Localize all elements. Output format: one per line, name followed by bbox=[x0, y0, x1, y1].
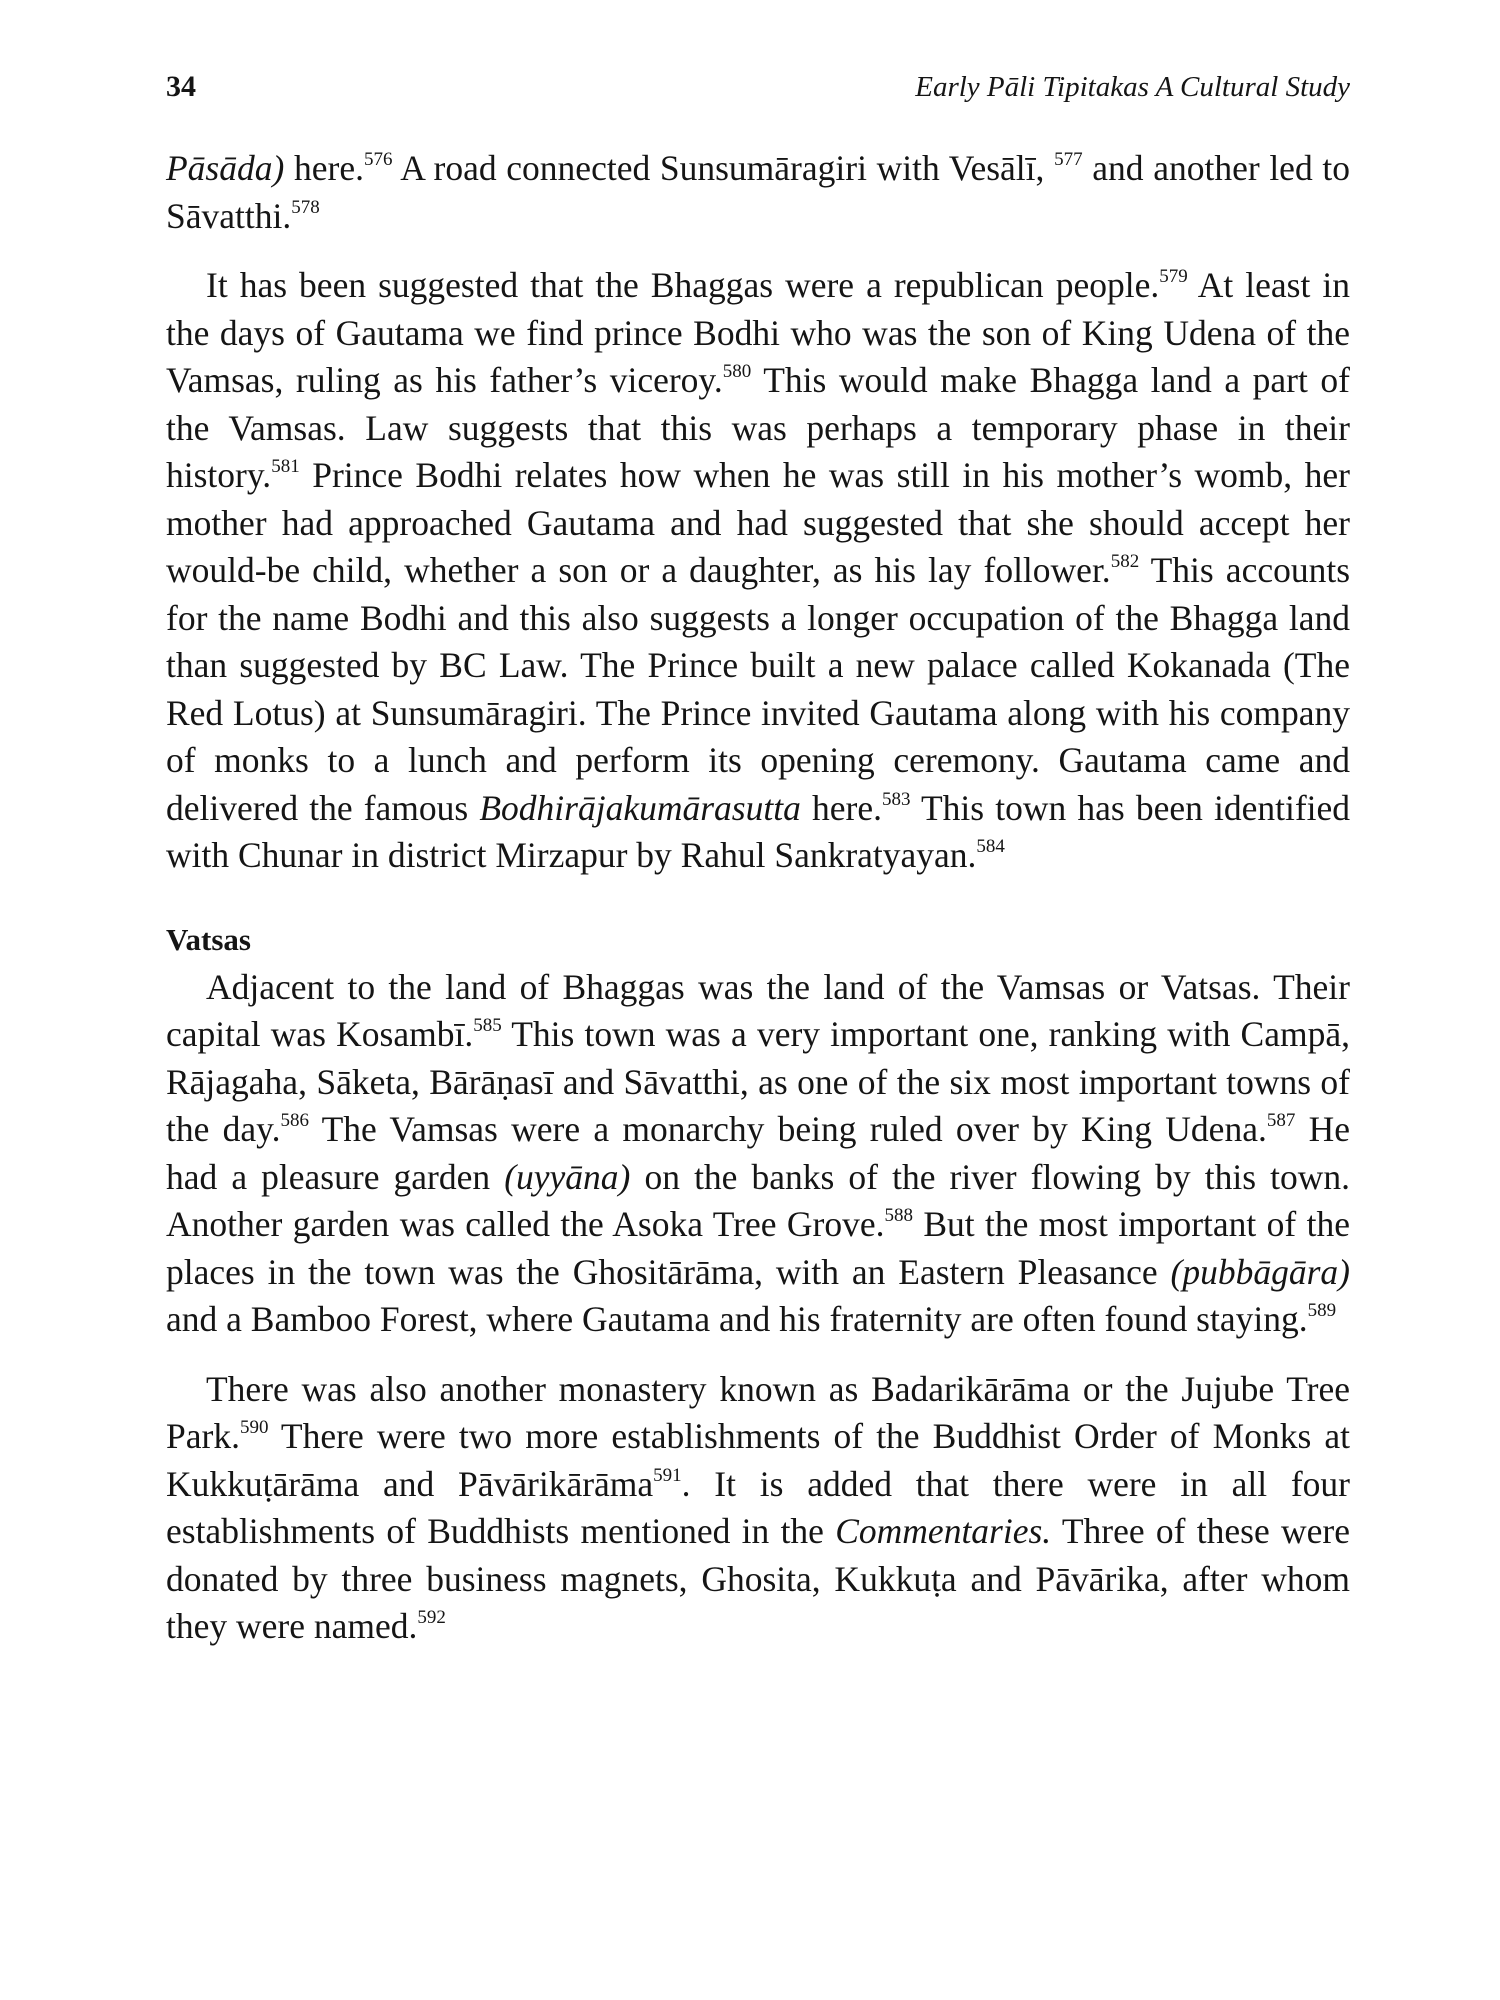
footnote-ref: 576 bbox=[363, 149, 393, 170]
text-run: The Vamsas were a monarchy being ruled over by King Udena. bbox=[308, 1109, 1267, 1149]
text-run: here. bbox=[800, 787, 882, 828]
footnote-ref: 578 bbox=[291, 196, 320, 218]
italic-text: Pāsāda) bbox=[166, 148, 285, 188]
footnote-ref: 579 bbox=[1159, 266, 1188, 287]
paragraph bbox=[166, 964, 1350, 1344]
text-run: This would make Bhagga land a part of the Vamsas. Law suggests that this was perhaps a temporary phase in their history. bbox=[166, 360, 1350, 495]
page-header bbox=[166, 70, 1350, 110]
intro-paragraphs bbox=[166, 145, 1350, 880]
footnote-ref: 577 bbox=[1054, 149, 1083, 170]
italic-text: (pubbāgāra) bbox=[1170, 1251, 1350, 1292]
footnote-ref: 591 bbox=[653, 1464, 682, 1486]
text-run: It has been suggested that the Bhaggas were a republican people. bbox=[206, 265, 1160, 305]
text-run: A road connected Sunsumāragiri with Vesālī, bbox=[392, 148, 1055, 188]
text-run: . It is added that there were in all four establishments of Buddhists mentioned in the bbox=[166, 1463, 1350, 1551]
text-run: This town has been identified with Chunar in district Mirzapur by Rahul Sankratyayan. bbox=[166, 787, 1351, 875]
text-run: This accounts for the name Bodhi and this also suggests a longer occupation of the Bhagga land than suggested by BC Law. The Prince built a new palace called Kokanada (The Red Lotus) at Sunsumāragiri. The Prince invited Gautama along with his company of monks to a lunch and perform its opening ceremony. Gautama came and delivered the famous bbox=[166, 550, 1351, 828]
section-heading: Vatsas bbox=[166, 921, 251, 957]
text-run: Three of these were donated by three business magnets, Ghosita, Kukkuṭa and Pāvārika, after whom they were named. bbox=[166, 1511, 1350, 1646]
text-run: There was also another monastery known as Badarikārāma or the Jujube Tree Park. bbox=[166, 1368, 1350, 1456]
text-run: There were two more establishments of the Buddhist Order of Monks at Kukkuṭārāma and Pāvārikārāma bbox=[166, 1416, 1350, 1504]
section-paragraphs bbox=[166, 964, 1350, 1651]
text-run: He had a pleasure garden bbox=[166, 1109, 1350, 1197]
footnote-ref: 580 bbox=[722, 361, 752, 382]
page-body bbox=[166, 145, 1350, 1651]
footnote-ref: 590 bbox=[239, 1417, 269, 1438]
footnote-ref: 581 bbox=[271, 456, 300, 477]
text-run: But the most important of the places in the town was the Ghositārāma, with an Eastern Pleasance bbox=[166, 1204, 1350, 1292]
footnote-ref: 588 bbox=[884, 1205, 913, 1226]
text-run: This town was a very important one, ranking with Campā, Rājagaha, Sāketa, Bārāṇasī and Sāvatthi, as one of the six most important towns of the day. bbox=[166, 1014, 1350, 1149]
footnote-ref: 582 bbox=[1110, 551, 1140, 572]
italic-text: (uyyāna) bbox=[504, 1156, 631, 1197]
paragraph bbox=[166, 262, 1350, 880]
footnote-ref: 589 bbox=[1307, 1300, 1337, 1321]
footnote-ref: 584 bbox=[976, 836, 1005, 857]
text-run: and a Bamboo Forest, where Gautama and his fraternity are often found staying. bbox=[166, 1299, 1308, 1339]
footnote-ref: 592 bbox=[417, 1607, 446, 1628]
footnote-ref: 587 bbox=[1266, 1110, 1296, 1131]
text-run: Adjacent to the land of Bhaggas was the land of the Vamsas or Vatsas. Their capital was Kosambī. bbox=[166, 966, 1350, 1054]
text-run: At least in the days of Gautama we find prince Bodhi who was the son of King Udena of the Vamsas, ruling as his father’s viceroy. bbox=[166, 265, 1350, 400]
paragraph bbox=[166, 1366, 1350, 1651]
footnote-ref: 583 bbox=[881, 788, 911, 810]
text-run: here. bbox=[284, 148, 364, 188]
text-run: and another led to Sāvatthi. bbox=[166, 148, 1350, 236]
text-run: Prince Bodhi relates how when he was still in his mother’s womb, her mother had approached Gautama and had suggested that she should accept her would-be child, whether a son or a daughter, as his lay follower. bbox=[166, 455, 1350, 590]
footnote-ref: 586 bbox=[280, 1110, 309, 1131]
page-number: 34 bbox=[166, 70, 196, 103]
italic-text: Commentaries. bbox=[835, 1511, 1052, 1551]
running-head: Early Pāli Tipitakas A Cultural Study bbox=[915, 71, 1350, 103]
text-run: on the banks of the river flowing by this town. Another garden was called the Asoka Tree Grove. bbox=[166, 1156, 1350, 1244]
footnote-ref: 585 bbox=[473, 1015, 502, 1036]
italic-text: Bodhirājakumārasutta bbox=[479, 787, 801, 828]
paragraph bbox=[166, 145, 1350, 240]
